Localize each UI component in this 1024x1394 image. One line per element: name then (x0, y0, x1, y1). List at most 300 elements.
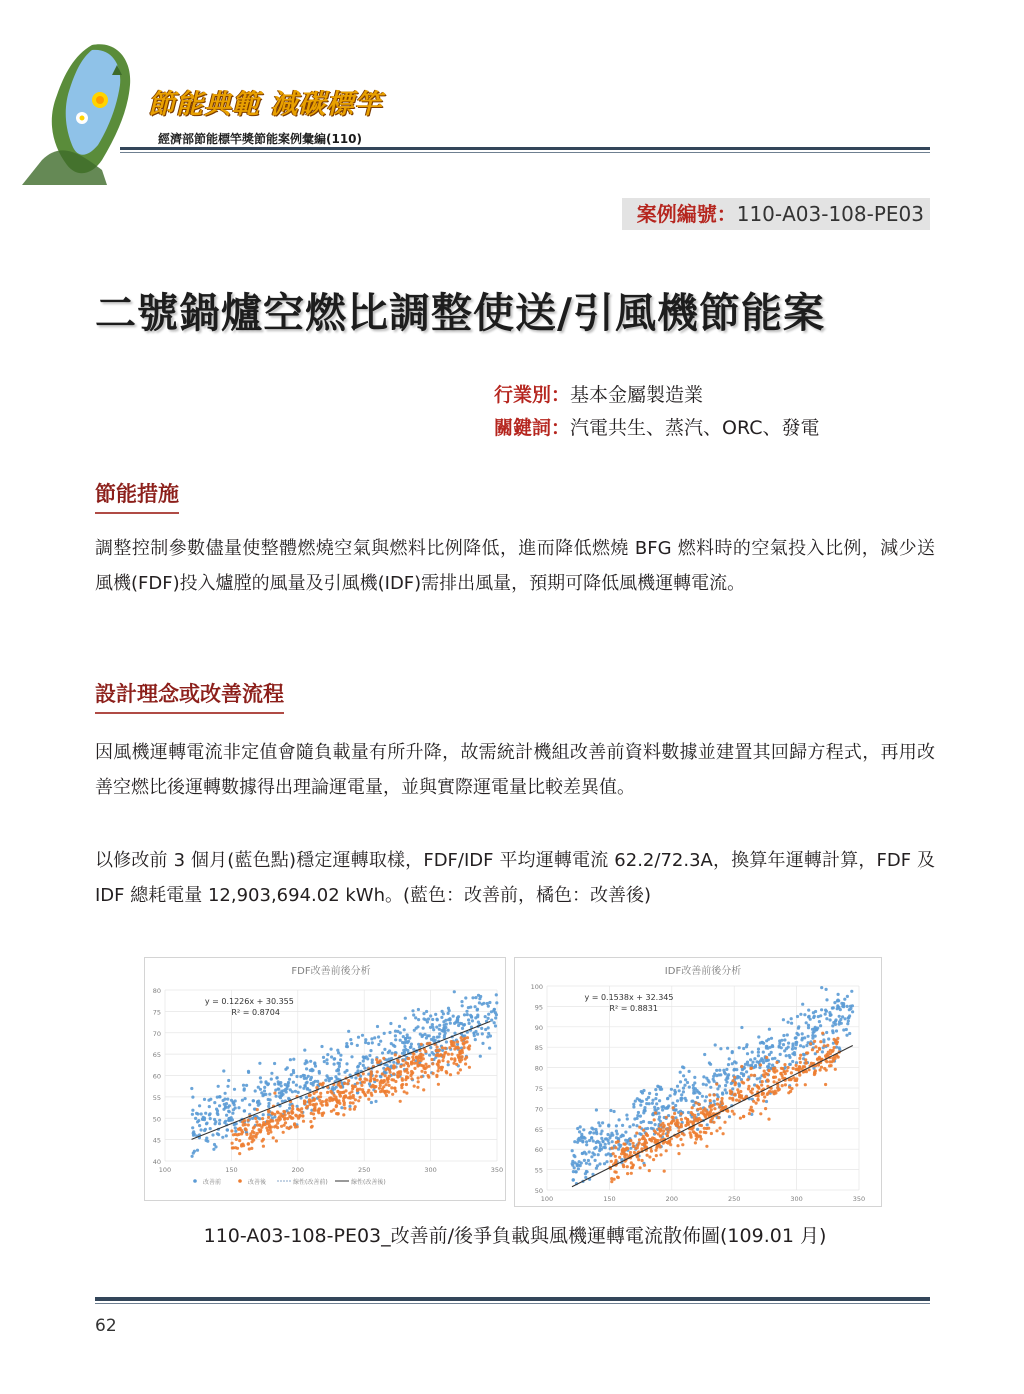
legend-label: 改善前 (203, 1179, 222, 1186)
data-point (661, 1108, 664, 1111)
data-point (638, 1126, 641, 1129)
data-point (259, 1080, 262, 1083)
data-point (192, 1134, 195, 1137)
data-point (670, 1121, 673, 1124)
data-point (707, 1127, 710, 1130)
data-point (289, 1125, 292, 1128)
data-point (347, 1030, 350, 1033)
data-point (364, 1094, 367, 1097)
data-point (317, 1096, 320, 1099)
data-point (819, 1024, 822, 1027)
data-point (609, 1109, 612, 1112)
data-point (338, 1093, 341, 1096)
data-point (824, 1009, 827, 1012)
data-point (613, 1178, 616, 1181)
data-point (323, 1060, 326, 1063)
data-point (663, 1170, 666, 1173)
data-point (796, 1015, 799, 1018)
data-point (283, 1118, 286, 1121)
data-point (713, 1100, 716, 1103)
data-point (403, 1028, 406, 1031)
data-point (816, 1058, 819, 1061)
data-point (676, 1099, 679, 1102)
data-point (471, 996, 474, 999)
data-point (291, 1105, 294, 1108)
data-point (410, 1043, 413, 1046)
data-point (194, 1117, 197, 1120)
data-point (474, 1016, 477, 1019)
data-point (615, 1130, 618, 1133)
y-tick-label: 75 (534, 1085, 543, 1093)
data-point (783, 1063, 786, 1066)
data-point (679, 1071, 682, 1074)
data-point (447, 1018, 450, 1021)
data-point (670, 1088, 673, 1091)
data-point (216, 1132, 219, 1135)
data-point (366, 1057, 369, 1060)
data-point (578, 1160, 581, 1163)
data-point (595, 1108, 598, 1111)
data-point (733, 1093, 736, 1096)
data-point (750, 1074, 753, 1077)
data-point (616, 1132, 619, 1135)
data-point (781, 1077, 784, 1080)
data-point (326, 1062, 329, 1065)
data-point (309, 1060, 312, 1063)
data-point (281, 1100, 284, 1103)
data-point (688, 1070, 691, 1073)
data-point (642, 1120, 645, 1123)
data-point (444, 1019, 447, 1022)
data-point (618, 1156, 621, 1159)
data-point (337, 1051, 340, 1054)
data-point (682, 1087, 685, 1090)
data-point (236, 1147, 239, 1150)
data-point (795, 1061, 798, 1064)
data-point (614, 1146, 617, 1149)
data-point (826, 1044, 829, 1047)
data-point (259, 1076, 262, 1079)
data-point (366, 1091, 369, 1094)
data-point (642, 1089, 645, 1092)
x-tick-label: 350 (852, 1195, 866, 1203)
data-point (371, 1041, 374, 1044)
data-point (243, 1089, 246, 1092)
data-point (756, 1077, 759, 1080)
data-point (424, 1063, 427, 1066)
data-point (745, 1045, 748, 1048)
data-point (778, 1088, 781, 1091)
data-point (397, 1075, 400, 1078)
data-point (598, 1162, 601, 1165)
data-point (601, 1121, 604, 1124)
data-point (468, 1044, 471, 1047)
data-point (277, 1088, 280, 1091)
data-point (209, 1112, 212, 1115)
data-point (247, 1119, 250, 1122)
data-point (230, 1099, 233, 1102)
data-point (709, 1119, 712, 1122)
legend-label: 線性(改善後) (351, 1179, 386, 1186)
data-point (418, 1056, 421, 1059)
brand-title: 節能典範 減碳標竿 (148, 89, 383, 120)
data-point (309, 1069, 312, 1072)
legend-marker (238, 1179, 242, 1183)
data-point (715, 1069, 718, 1072)
data-point (708, 1105, 711, 1108)
data-point (369, 1075, 372, 1078)
data-point (734, 1083, 737, 1086)
data-point (740, 1094, 743, 1097)
x-tick-label: 300 (790, 1195, 803, 1203)
data-point (782, 1018, 785, 1021)
data-point (650, 1150, 653, 1153)
data-point (316, 1080, 319, 1083)
data-point (318, 1099, 321, 1102)
data-point (284, 1068, 287, 1071)
data-point (430, 1058, 433, 1061)
data-point (218, 1122, 221, 1125)
data-point (725, 1068, 728, 1071)
y-tick-label: 95 (534, 1003, 543, 1012)
data-point (593, 1153, 596, 1156)
data-point (690, 1136, 693, 1139)
data-point (226, 1098, 229, 1101)
data-point (805, 1021, 808, 1024)
data-point (457, 1071, 460, 1074)
data-point (305, 1096, 308, 1099)
data-point (343, 1103, 346, 1106)
data-point (218, 1119, 221, 1122)
data-point (665, 1116, 668, 1119)
data-point (820, 1066, 823, 1069)
data-point (798, 1057, 801, 1060)
data-point (445, 1040, 448, 1043)
data-point (335, 1105, 338, 1108)
data-point (360, 1084, 363, 1087)
data-point (234, 1099, 237, 1102)
data-point (800, 1038, 803, 1041)
data-point (843, 998, 846, 1001)
data-point (494, 1024, 497, 1027)
data-point (834, 1057, 837, 1060)
data-point (422, 1012, 425, 1015)
data-point (819, 1068, 822, 1071)
data-point (263, 1086, 266, 1089)
data-point (846, 995, 849, 998)
data-point (628, 1125, 631, 1128)
data-point (666, 1097, 669, 1100)
data-point (655, 1093, 658, 1096)
data-point (468, 1022, 471, 1025)
data-point (484, 1028, 487, 1031)
data-point (790, 1017, 793, 1020)
data-point (383, 1032, 386, 1035)
keywords-value: 汽電共生、蒸汽、ORC、發電 (570, 417, 820, 439)
data-point (795, 1032, 798, 1035)
y-tick-label: 75 (152, 1008, 161, 1017)
data-point (721, 1106, 724, 1109)
data-point (234, 1130, 237, 1133)
data-point (358, 1062, 361, 1065)
data-point (401, 1079, 404, 1082)
data-point (399, 1039, 402, 1042)
data-point (693, 1076, 696, 1079)
data-point (632, 1105, 635, 1108)
data-point (240, 1143, 243, 1146)
data-point (787, 1021, 790, 1024)
data-point (787, 1046, 790, 1049)
data-point (600, 1130, 603, 1133)
case-id-label: 案例編號： (636, 202, 737, 226)
data-point (832, 1006, 835, 1009)
data-point (267, 1116, 270, 1119)
data-point (676, 1124, 679, 1127)
data-point (585, 1143, 588, 1146)
data-point (417, 1080, 420, 1083)
data-point (818, 1020, 821, 1023)
data-point (447, 1029, 450, 1032)
data-point (768, 1090, 771, 1093)
data-point (474, 1038, 477, 1041)
data-point (443, 1024, 446, 1027)
data-point (765, 1056, 768, 1059)
data-point (626, 1165, 629, 1168)
data-point (228, 1104, 231, 1107)
data-point (846, 1005, 849, 1008)
data-point (686, 1081, 689, 1084)
data-point (445, 1070, 448, 1073)
data-point (349, 1097, 352, 1100)
data-point (673, 1089, 676, 1092)
data-point (692, 1084, 695, 1087)
data-point (717, 1116, 720, 1119)
data-point (330, 1077, 333, 1080)
data-point (471, 1019, 474, 1022)
data-point (709, 1099, 712, 1102)
data-point (801, 1032, 804, 1035)
data-point (699, 1130, 702, 1133)
data-point (337, 1068, 340, 1071)
data-point (662, 1105, 665, 1108)
data-point (193, 1150, 196, 1153)
data-point (203, 1098, 206, 1101)
data-point (773, 1057, 776, 1060)
data-point (643, 1137, 646, 1140)
x-tick-label: 150 (603, 1195, 616, 1203)
data-point (581, 1140, 584, 1143)
data-point (331, 1097, 334, 1100)
data-point (612, 1152, 615, 1155)
y-tick-label: 55 (152, 1093, 161, 1102)
data-point (684, 1078, 687, 1081)
x-tick-label: 100 (158, 1166, 172, 1174)
data-point (713, 1107, 716, 1110)
data-point (376, 1025, 379, 1028)
data-point (416, 1086, 419, 1089)
data-point (267, 1102, 270, 1105)
data-point (626, 1172, 629, 1175)
x-tick-label: 350 (490, 1166, 504, 1174)
data-point (413, 1062, 416, 1065)
x-tick-label: 250 (357, 1166, 371, 1174)
data-point (811, 1034, 814, 1037)
data-point (606, 1133, 609, 1136)
data-point (392, 1064, 395, 1067)
data-point (331, 1091, 334, 1094)
data-point (705, 1145, 708, 1148)
data-point (830, 1064, 833, 1067)
data-point (653, 1118, 656, 1121)
y-tick-label: 45 (152, 1136, 161, 1145)
data-point (699, 1107, 702, 1110)
data-point (724, 1078, 727, 1081)
data-point (654, 1097, 657, 1100)
data-point (258, 1117, 261, 1120)
data-point (690, 1100, 693, 1103)
data-point (379, 1059, 382, 1062)
data-point (406, 1049, 409, 1052)
data-point (696, 1096, 699, 1099)
data-point (222, 1069, 225, 1072)
data-point (806, 1051, 809, 1054)
data-point (781, 1084, 784, 1087)
data-point (325, 1058, 328, 1061)
data-point (343, 1071, 346, 1074)
data-point (222, 1108, 225, 1111)
data-point (803, 1036, 806, 1039)
taiwan-logo-icon (22, 40, 162, 185)
data-point (479, 995, 482, 998)
data-point (613, 1170, 616, 1173)
data-point (295, 1084, 298, 1087)
data-point (667, 1123, 670, 1126)
data-point (373, 1085, 376, 1088)
data-point (388, 1031, 391, 1034)
data-point (791, 1060, 794, 1063)
data-point (213, 1101, 216, 1104)
data-point (752, 1100, 755, 1103)
data-point (268, 1093, 271, 1096)
data-point (352, 1094, 355, 1097)
data-point (831, 1050, 834, 1053)
data-point (824, 1083, 827, 1086)
data-point (297, 1091, 300, 1094)
data-point (310, 1112, 313, 1115)
data-point (839, 1018, 842, 1021)
data-point (231, 1112, 234, 1115)
data-point (384, 1074, 387, 1077)
data-point (406, 1062, 409, 1065)
data-point (733, 1060, 736, 1063)
data-point (382, 1057, 385, 1060)
data-point (665, 1128, 668, 1131)
data-point (377, 1043, 380, 1046)
data-point (392, 1072, 395, 1075)
data-point (223, 1103, 226, 1106)
data-point (726, 1047, 729, 1050)
data-point (356, 1089, 359, 1092)
data-point (296, 1108, 299, 1111)
data-point (705, 1095, 708, 1098)
data-point (739, 1117, 742, 1120)
data-point (244, 1097, 247, 1100)
data-point (735, 1099, 738, 1102)
data-point (630, 1172, 633, 1175)
data-point (276, 1076, 279, 1079)
data-point (654, 1088, 657, 1091)
series-before (571, 986, 855, 1185)
data-point (393, 1045, 396, 1048)
data-point (364, 1041, 367, 1044)
data-point (820, 1008, 823, 1011)
data-point (465, 1010, 468, 1013)
data-point (825, 1031, 828, 1034)
data-point (648, 1121, 651, 1124)
data-point (841, 1015, 844, 1018)
data-point (585, 1140, 588, 1143)
data-point (431, 1023, 434, 1026)
data-point (807, 1035, 810, 1038)
data-point (490, 1019, 493, 1022)
data-point (700, 1137, 703, 1140)
data-point (742, 1081, 745, 1084)
data-point (782, 1043, 785, 1046)
data-point (392, 1061, 395, 1064)
data-point (309, 1120, 312, 1123)
data-point (716, 1098, 719, 1101)
data-point (590, 1136, 593, 1139)
data-point (690, 1127, 693, 1130)
data-point (374, 1100, 377, 1103)
data-point (265, 1081, 268, 1084)
data-point (458, 1022, 461, 1025)
case-id-value: 110-A03-108-PE03 (736, 202, 924, 226)
data-point (607, 1139, 610, 1142)
data-point (632, 1142, 635, 1145)
data-point (632, 1145, 635, 1148)
data-point (330, 1055, 333, 1058)
data-point (673, 1092, 676, 1095)
data-point (263, 1089, 266, 1092)
data-point (326, 1053, 329, 1056)
data-point (437, 1069, 440, 1072)
data-point (590, 1155, 593, 1158)
data-point (288, 1107, 291, 1110)
data-point (708, 1112, 711, 1115)
data-point (802, 1045, 805, 1048)
data-point (464, 1057, 467, 1060)
data-point (659, 1128, 662, 1131)
data-point (710, 1132, 713, 1135)
data-point (587, 1159, 590, 1162)
data-point (792, 1067, 795, 1070)
data-point (344, 1094, 347, 1097)
data-point (831, 1024, 834, 1027)
data-point (595, 1130, 598, 1133)
data-point (605, 1160, 608, 1163)
data-point (197, 1119, 200, 1122)
data-point (420, 1059, 423, 1062)
data-point (756, 1085, 759, 1088)
footer-divider-thin (95, 1303, 930, 1304)
data-point (820, 986, 823, 989)
data-point (654, 1131, 657, 1134)
data-point (481, 1042, 484, 1045)
data-point (688, 1086, 691, 1089)
data-point (738, 1076, 741, 1079)
figure-caption: 110-A03-108-PE03_改善前/後爭負載與風機運轉電流散佈圖(109.01 月) (203, 1225, 827, 1247)
